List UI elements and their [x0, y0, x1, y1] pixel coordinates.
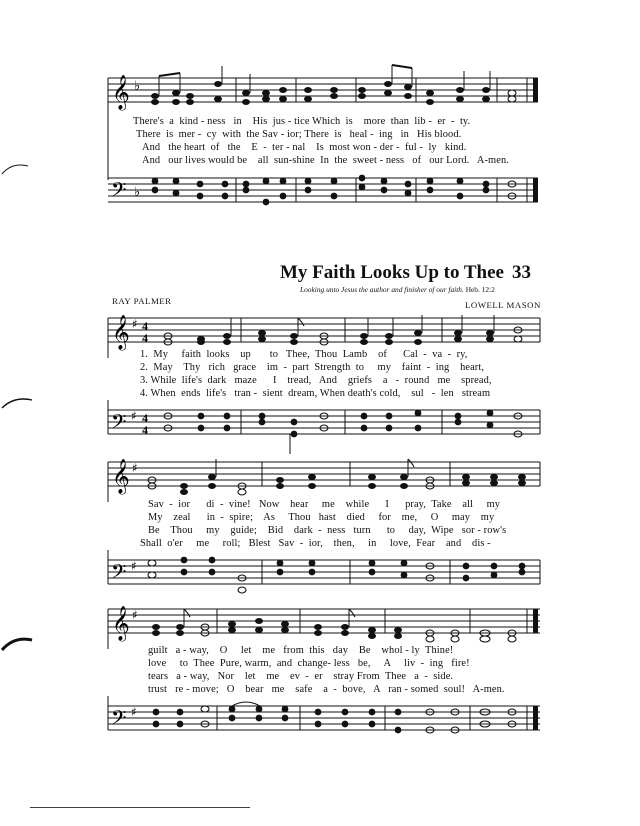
s2-verse-3: Be Thou my guide; Bid dark - ness turn to day, Wipe sor - row's [148, 525, 507, 536]
prev-verse-2: There is mer - cy with the Sav - ior; There is heal - ing in His blood. [136, 129, 462, 140]
svg-text:𝄢: 𝄢 [111, 410, 127, 438]
s1-verse-4: 4. When ends life's tran - sient dream, When death's cold, sul - len stream [140, 388, 491, 399]
svg-text:𝄞: 𝄞 [112, 606, 130, 641]
time-signature-top-2: 4 [142, 411, 148, 425]
author-credit: RAY PALMER [112, 296, 172, 306]
s3-verse-4: trust re - move; O bear me safe a - bove, A ran - somed soul! A-men. [148, 684, 505, 695]
time-signature-top-1: 4 [142, 319, 148, 333]
svg-text:♯: ♯ [132, 608, 138, 622]
margin-mark-bottom [0, 634, 34, 652]
system3-bass-staff [0, 696, 640, 766]
prev-verse-1: There's a kind - ness in His jus - tice Which is more than lib - er - ty. [133, 116, 471, 127]
s3-verse-1: guilt a - way, O let me from this day Be whol - ly Thine! [148, 645, 454, 656]
margin-mark-middle [0, 394, 34, 410]
hymn-title-text: My Faith Looks Up to Thee [280, 262, 504, 283]
s2-verse-2: My zeal in - spire; As Thou hast died for me, O may my [148, 512, 495, 523]
svg-text:♯: ♯ [132, 461, 138, 475]
s2-verse-4: Shall o'er me roll; Blest Sav - ior, then, in love, Fear and dis - [140, 538, 491, 549]
svg-text:𝄞: 𝄞 [112, 75, 130, 110]
scripture-ref: Heb. 12:2 [465, 285, 495, 294]
svg-text:𝄞: 𝄞 [112, 315, 130, 350]
svg-text:♯: ♯ [131, 559, 137, 573]
hymn-number: 33 [511, 262, 531, 283]
composer-credit: LOWELL MASON [465, 300, 541, 310]
svg-text:𝄞: 𝄞 [112, 459, 130, 494]
svg-text:𝄢: 𝄢 [111, 706, 127, 734]
s3-verse-2: love to Thee Pure, warm, and change- less be, A liv - ing fire! [148, 658, 470, 669]
time-signature-bottom-1: 4 [142, 331, 148, 345]
svg-text:♯: ♯ [132, 317, 138, 331]
s3-verse-3: tears a - way, Nor let me ev - er stray From Thee a - side. [148, 671, 454, 682]
svg-text:𝄢: 𝄢 [111, 560, 127, 588]
s2-verse-1: Sav - ior di - vine! Now hear me while I pray, Take all my [148, 499, 501, 510]
footer-rule [30, 807, 250, 808]
s1-verse-2: 2. May Thy rich grace im - part Strength to my faint - ing heart, [140, 362, 485, 373]
svg-text:♯: ♯ [131, 409, 137, 423]
prev-hymn-bass-staff [0, 168, 640, 228]
svg-text:𝄢: 𝄢 [111, 178, 127, 206]
svg-text:♯: ♯ [131, 705, 137, 719]
s1-verse-3: 3. While life's dark maze I tread, And griefs a - round me spread, [140, 375, 492, 386]
svg-text:♭: ♭ [134, 79, 141, 94]
scripture-reference [300, 285, 495, 294]
time-signature-bottom-2: 4 [142, 423, 148, 437]
hymn-title [280, 262, 531, 284]
svg-text:♭: ♭ [134, 185, 141, 200]
s1-verse-1: 1. My faith looks up to Thee, Thou Lamb of Cal - va - ry, [140, 349, 468, 360]
scripture-text: Looking unto Jesus the author and finisher of our faith. [300, 285, 464, 294]
margin-mark-top [0, 160, 30, 176]
prev-verse-4: And our lives would be all sun-shine In the sweet - ness of our Lord. A-men. [142, 155, 509, 166]
prev-verse-3: And the heart of the E - ter - nal Is most won - der - ful - ly kind. [142, 142, 467, 153]
